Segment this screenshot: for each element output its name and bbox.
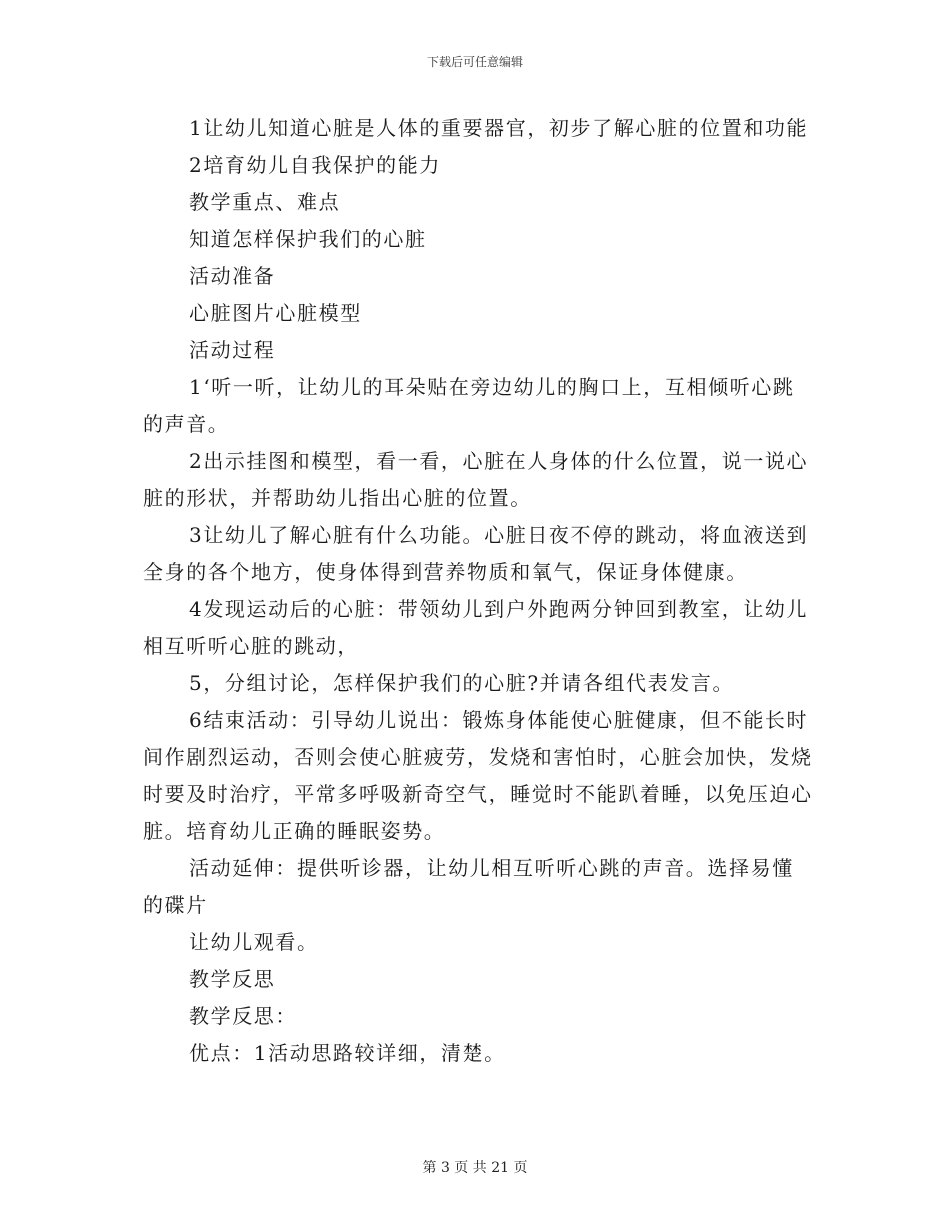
paragraph: 活动准备 (189, 264, 276, 288)
paragraph: 6结束活动：引导幼儿说出：锻炼身体能使心脏健康，但不能长时间作剧烈运动，否则会使心脏疲劳，发烧和害怕时，心脏会加快，发烧时要及时治疗，平常多呼吸新奇空气，睡觉时不能趴着睡，以免压迫心脏。培育幼儿正确的睡眠姿势。 (143, 708, 813, 843)
paragraph: 4发现运动后的心脏：带领幼儿到户外跑两分钟回到教室，让幼儿相互听听心脏的跳动， (143, 597, 809, 658)
paragraph: 3让幼儿了解心脏有什么功能。心脏日夜不停的跳动，将血液送到全身的各个地方，使身体得到营养物质和氧气，保证身体健康。 (143, 523, 809, 584)
paragraph: 心脏图片心脏模型 (189, 301, 362, 325)
paragraph: 1让幼儿知道心脏是人体的重要器官，初步了解心脏的位置和功能 (189, 116, 809, 140)
document-body (143, 110, 815, 1072)
paragraph: 1‘听一听，让幼儿的耳朵贴在旁边幼儿的胸口上，互相倾听心跳的声音。 (143, 375, 795, 436)
paragraph: 知道怎样保护我们的心脏 (189, 227, 427, 251)
paragraph: 教学反思： (189, 1004, 297, 1028)
paragraph: 优点：1活动思路较详细，清楚。 (189, 1041, 506, 1065)
paragraph: 教学重点、难点 (189, 190, 341, 214)
paragraph: 活动延伸：提供听诊器，让幼儿相互听听心跳的声音。选择易懂的碟片 (143, 856, 794, 917)
paragraph: 2出示挂图和模型，看一看，心脏在人身体的什么位置，说一说心脏的形状，并帮助幼儿指出心脏的位置。 (143, 449, 809, 510)
paragraph: 活动过程 (189, 338, 276, 362)
paragraph: 2培育幼儿自我保护的能力 (189, 153, 441, 177)
page-number: 第 3 页 共 21 页 (422, 1160, 528, 1176)
paragraph: 让幼儿观看。 (189, 930, 319, 954)
page-header-note: 下载后可任意编辑 (426, 55, 523, 69)
paragraph: 教学反思 (189, 967, 276, 991)
paragraph: 5，分组讨论，怎样保护我们的心脏?并请各组代表发言。 (189, 671, 735, 695)
